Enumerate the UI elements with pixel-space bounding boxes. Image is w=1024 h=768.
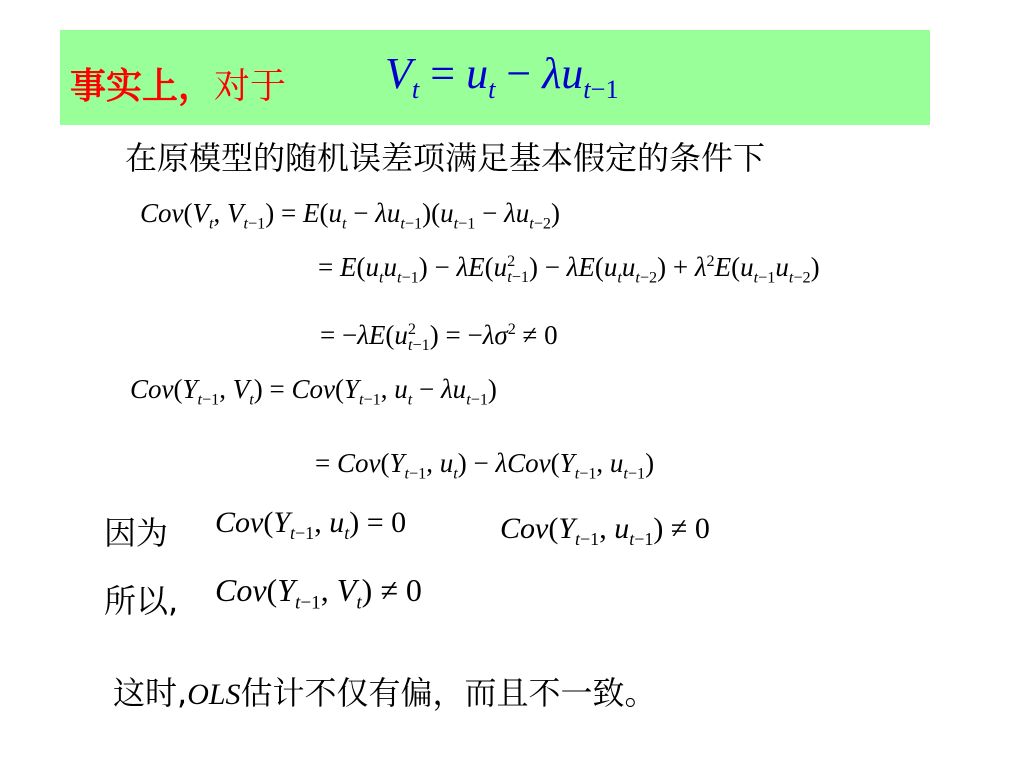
header-title: [70, 58, 286, 109]
because-formula-1: $Cov(Y_{t-1}$, $u_t) = 0$: [215, 506, 407, 543]
conclusion-suffix: 估计不仅有偏，而且不一致。: [240, 674, 657, 712]
ols-label: OLS: [187, 678, 241, 711]
conclusion-prefix: 这时,: [113, 674, 188, 712]
therefore-label: 所以,: [104, 582, 179, 620]
therefore-formula: $Cov(Y_{t-1}$, $V_t) \ne 0$: [215, 572, 422, 614]
intro-text: 在原模型的随机误差项满足基本假定的条件下: [125, 139, 766, 177]
header-formula: $V_t = u_t - \lambda u_{t-1}$: [385, 49, 619, 104]
equation-1: $Cov(V_t$, $V_{t-1}) = E(u_t - \lambda u_{t-1})(u_{t-1} - \lambda u_{t-2})$: [140, 198, 561, 233]
header-title-normal: 对于: [214, 66, 287, 107]
equation-4: $Cov(Y_{t-1}$, $V_t) = Cov(Y_{t-1}$, $u_t - \lambda u_{t-1}$): [130, 374, 497, 409]
because-label: 因为: [104, 514, 169, 552]
conclusion-text: [113, 668, 657, 714]
equation-5: = $Cov(Y_{t-1}$, $u_t) - \lambda Cov(Y_{t-1}$, $u_{t-1}$): [315, 448, 655, 483]
equation-3: = $-\lambda E(u^2_{t-1}) = -\lambda\sigma^2 \ne 0$: [320, 320, 558, 355]
equation-2: = $E(u_tu_{t-1}) - \lambda E(u^2_{t-1}) - \lambda E(u_tu_{t-2}) + \lambda^2E(u_{t-1}u_{t-2})$: [318, 252, 820, 287]
header-title-bold: 事实上，: [70, 66, 215, 107]
because-formula-2: $Cov(Y_{t-1}$, $u_{t-1}) \ne 0$: [500, 512, 710, 549]
